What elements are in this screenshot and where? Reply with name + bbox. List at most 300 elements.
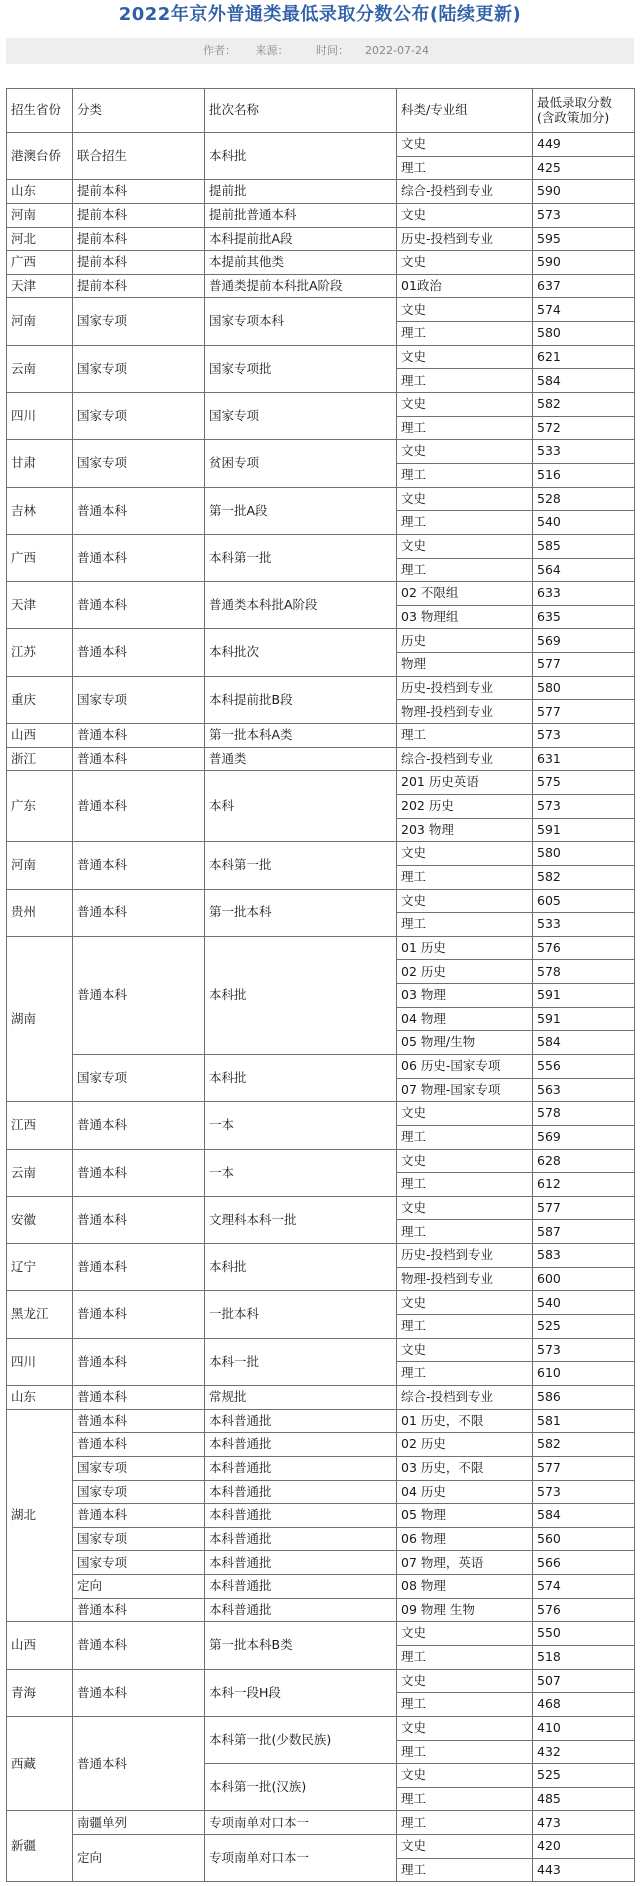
table-row — [7, 1622, 635, 1646]
subject-cell: 08 物理 — [397, 1575, 533, 1599]
score-cell: 410 — [533, 1716, 635, 1740]
batch-cell: 普通类 — [205, 747, 397, 771]
score-cell: 525 — [533, 1315, 635, 1339]
batch-cell: 一本 — [205, 1102, 397, 1149]
subject-cell: 04 物理 — [397, 1007, 533, 1031]
time-value: 2022-07-24 — [365, 44, 429, 57]
batch-cell: 常规批 — [205, 1385, 397, 1409]
category-cell: 提前本科 — [73, 274, 205, 298]
subject-cell: 文史 — [397, 251, 533, 275]
subject-cell: 文史 — [397, 534, 533, 558]
batch-cell: 专项南单对口本一 — [205, 1835, 397, 1882]
province-cell: 江苏 — [7, 629, 73, 676]
batch-cell: 提前批 — [205, 180, 397, 204]
table-row — [7, 842, 635, 866]
subject-cell: 05 物理 — [397, 1504, 533, 1528]
province-cell: 黑龙江 — [7, 1291, 73, 1338]
subject-cell: 理工 — [397, 156, 533, 180]
batch-cell: 本科批 — [205, 1054, 397, 1101]
score-cell: 518 — [533, 1646, 635, 1670]
subject-cell: 文史 — [397, 1338, 533, 1362]
subject-cell: 理工 — [397, 865, 533, 889]
table-row — [7, 1835, 635, 1859]
subject-cell: 文史 — [397, 889, 533, 913]
score-cell: 590 — [533, 251, 635, 275]
subject-cell: 理工 — [397, 1693, 533, 1717]
subject-cell: 综合-投档到专业 — [397, 1385, 533, 1409]
score-cell: 577 — [533, 653, 635, 677]
author-label: 作者： — [203, 44, 237, 57]
subject-cell: 201 历史英语 — [397, 771, 533, 795]
category-cell: 普通本科 — [73, 1669, 205, 1716]
category-cell: 普通本科 — [73, 889, 205, 936]
batch-cell: 本科普通批 — [205, 1575, 397, 1599]
table-row — [7, 629, 635, 653]
province-cell: 河南 — [7, 298, 73, 345]
subject-cell: 理工 — [397, 511, 533, 535]
score-cell: 540 — [533, 511, 635, 535]
batch-cell: 第一批本科B类 — [205, 1622, 397, 1669]
score-cell: 560 — [533, 1527, 635, 1551]
score-cell: 573 — [533, 724, 635, 748]
category-cell: 普通本科 — [73, 771, 205, 842]
score-cell: 580 — [533, 842, 635, 866]
subject-cell: 物理-投档到专业 — [397, 1267, 533, 1291]
category-cell: 定向 — [73, 1835, 205, 1882]
table-row — [7, 1433, 635, 1457]
score-cell: 635 — [533, 605, 635, 629]
score-cell: 572 — [533, 416, 635, 440]
score-cell: 577 — [533, 1456, 635, 1480]
score-cell: 628 — [533, 1149, 635, 1173]
subject-cell: 综合-投档到专业 — [397, 747, 533, 771]
subject-cell: 202 历史 — [397, 794, 533, 818]
batch-cell: 本科普通批 — [205, 1480, 397, 1504]
category-cell: 国家专项 — [73, 440, 205, 487]
province-cell: 青海 — [7, 1669, 73, 1716]
score-cell: 637 — [533, 274, 635, 298]
subject-cell: 05 物理/生物 — [397, 1031, 533, 1055]
category-cell: 国家专项 — [73, 1054, 205, 1101]
subject-cell: 物理 — [397, 653, 533, 677]
province-cell: 云南 — [7, 345, 73, 392]
table-row — [7, 440, 635, 464]
batch-cell: 本科批 — [205, 936, 397, 1054]
province-cell: 新疆 — [7, 1811, 73, 1882]
batch-cell: 普通类本科批A阶段 — [205, 582, 397, 629]
score-cell: 576 — [533, 936, 635, 960]
score-cell: 563 — [533, 1078, 635, 1102]
table-row — [7, 1504, 635, 1528]
subject-cell: 01 历史，不限 — [397, 1409, 533, 1433]
subject-cell: 文史 — [397, 393, 533, 417]
table-row — [7, 345, 635, 369]
score-cell: 605 — [533, 889, 635, 913]
table-row — [7, 1811, 635, 1835]
category-cell: 国家专项 — [73, 676, 205, 723]
category-cell: 普通本科 — [73, 747, 205, 771]
category-cell: 普通本科 — [73, 1385, 205, 1409]
subject-cell: 文史 — [397, 1669, 533, 1693]
table-row — [7, 582, 635, 606]
score-cell: 610 — [533, 1362, 635, 1386]
category-cell: 国家专项 — [73, 1456, 205, 1480]
header-subject: 科类/专业组 — [397, 89, 533, 133]
table-row — [7, 1575, 635, 1599]
subject-cell: 文史 — [397, 1835, 533, 1859]
category-cell: 普通本科 — [73, 582, 205, 629]
table-row — [7, 1054, 635, 1078]
subject-cell: 02 历史 — [397, 1433, 533, 1457]
category-cell: 国家专项 — [73, 1527, 205, 1551]
province-cell: 河北 — [7, 227, 73, 251]
subject-cell: 文史 — [397, 1102, 533, 1126]
score-cell: 425 — [533, 156, 635, 180]
batch-cell: 本科提前批A段 — [205, 227, 397, 251]
category-cell: 普通本科 — [73, 1291, 205, 1338]
batch-cell: 本科普通批 — [205, 1433, 397, 1457]
subject-cell: 文史 — [397, 440, 533, 464]
table-row — [7, 534, 635, 558]
score-cell: 580 — [533, 322, 635, 346]
subject-cell: 理工 — [397, 1362, 533, 1386]
table-row — [7, 1149, 635, 1173]
subject-cell: 理工 — [397, 913, 533, 937]
category-cell: 普通本科 — [73, 1598, 205, 1622]
score-cell: 540 — [533, 1291, 635, 1315]
header-category: 分类 — [73, 89, 205, 133]
category-cell: 国家专项 — [73, 345, 205, 392]
article-meta-bar — [6, 38, 634, 64]
score-cell: 582 — [533, 865, 635, 889]
table-row — [7, 180, 635, 204]
category-cell: 国家专项 — [73, 1480, 205, 1504]
table-row — [7, 1527, 635, 1551]
score-cell: 595 — [533, 227, 635, 251]
category-cell: 提前本科 — [73, 251, 205, 275]
score-cell: 556 — [533, 1054, 635, 1078]
province-cell: 广西 — [7, 251, 73, 275]
subject-cell: 理工 — [397, 1220, 533, 1244]
batch-cell: 第一批A段 — [205, 487, 397, 534]
score-cell: 590 — [533, 180, 635, 204]
table-row — [7, 274, 635, 298]
batch-cell: 国家专项批 — [205, 345, 397, 392]
subject-cell: 02 历史 — [397, 960, 533, 984]
province-cell: 天津 — [7, 582, 73, 629]
subject-cell: 理工 — [397, 1858, 533, 1882]
score-cell: 584 — [533, 369, 635, 393]
batch-cell: 本科一段H段 — [205, 1669, 397, 1716]
table-row — [7, 1480, 635, 1504]
score-cell: 574 — [533, 1575, 635, 1599]
score-cell: 525 — [533, 1764, 635, 1788]
table-row — [7, 724, 635, 748]
subject-cell: 文史 — [397, 345, 533, 369]
table-header-row — [7, 89, 635, 133]
subject-cell: 06 物理 — [397, 1527, 533, 1551]
score-cell: 577 — [533, 1196, 635, 1220]
category-cell: 普通本科 — [73, 1196, 205, 1243]
category-cell: 普通本科 — [73, 1409, 205, 1433]
table-row — [7, 133, 635, 157]
category-cell: 定向 — [73, 1575, 205, 1599]
category-cell: 南疆单列 — [73, 1811, 205, 1835]
category-cell: 提前本科 — [73, 227, 205, 251]
score-cell: 516 — [533, 463, 635, 487]
score-cell: 566 — [533, 1551, 635, 1575]
score-cell: 564 — [533, 558, 635, 582]
score-cell: 591 — [533, 1007, 635, 1031]
category-cell: 普通本科 — [73, 1622, 205, 1669]
category-cell: 普通本科 — [73, 1149, 205, 1196]
province-cell: 四川 — [7, 393, 73, 440]
batch-cell: 本科普通批 — [205, 1504, 397, 1528]
header-score-line1: 最低录取分数 — [537, 95, 613, 111]
category-cell: 普通本科 — [73, 842, 205, 889]
subject-cell: 历史-投档到专业 — [397, 227, 533, 251]
score-cell: 569 — [533, 629, 635, 653]
score-cell: 582 — [533, 1433, 635, 1457]
score-cell: 582 — [533, 393, 635, 417]
score-cell: 612 — [533, 1173, 635, 1197]
batch-cell: 专项南单对口本一 — [205, 1811, 397, 1835]
batch-cell: 本科普通批 — [205, 1551, 397, 1575]
subject-cell: 文史 — [397, 842, 533, 866]
province-cell: 辽宁 — [7, 1244, 73, 1291]
province-cell: 西藏 — [7, 1716, 73, 1811]
time-label-text: 时间： — [316, 44, 350, 57]
score-cell: 420 — [533, 1835, 635, 1859]
province-cell: 四川 — [7, 1338, 73, 1385]
table-row — [7, 1716, 635, 1740]
score-cell: 578 — [533, 960, 635, 984]
score-cell: 587 — [533, 1220, 635, 1244]
table-row — [7, 1669, 635, 1693]
category-cell: 普通本科 — [73, 1504, 205, 1528]
score-cell: 580 — [533, 676, 635, 700]
category-cell: 普通本科 — [73, 1338, 205, 1385]
score-cell: 574 — [533, 298, 635, 322]
province-cell: 广西 — [7, 534, 73, 581]
score-cell: 631 — [533, 747, 635, 771]
subject-cell: 理工 — [397, 1646, 533, 1670]
table-row — [7, 393, 635, 417]
category-cell: 普通本科 — [73, 534, 205, 581]
batch-cell: 本提前其他类 — [205, 251, 397, 275]
subject-cell: 理工 — [397, 1740, 533, 1764]
province-cell: 云南 — [7, 1149, 73, 1196]
time-label — [308, 44, 437, 57]
score-cell: 528 — [533, 487, 635, 511]
subject-cell: 理工 — [397, 1787, 533, 1811]
subject-cell: 历史-投档到专业 — [397, 676, 533, 700]
batch-cell: 本科普通批 — [205, 1598, 397, 1622]
province-cell: 天津 — [7, 274, 73, 298]
table-row — [7, 1385, 635, 1409]
subject-cell: 文史 — [397, 1196, 533, 1220]
table-row — [7, 1409, 635, 1433]
province-cell: 河南 — [7, 203, 73, 227]
subject-cell: 历史 — [397, 629, 533, 653]
category-cell: 国家专项 — [73, 1551, 205, 1575]
category-cell: 普通本科 — [73, 487, 205, 534]
subject-cell: 02 不限组 — [397, 582, 533, 606]
table-row — [7, 889, 635, 913]
table-row — [7, 1291, 635, 1315]
table-row — [7, 1102, 635, 1126]
province-cell: 湖北 — [7, 1409, 73, 1622]
batch-cell: 提前批普通本科 — [205, 203, 397, 227]
batch-cell: 本科 — [205, 771, 397, 842]
subject-cell: 01 历史 — [397, 936, 533, 960]
score-cell: 584 — [533, 1031, 635, 1055]
province-cell: 山西 — [7, 1622, 73, 1669]
score-cell: 581 — [533, 1409, 635, 1433]
batch-cell: 本科普通批 — [205, 1527, 397, 1551]
province-cell: 甘肃 — [7, 440, 73, 487]
category-cell: 普通本科 — [73, 1244, 205, 1291]
category-cell: 普通本科 — [73, 936, 205, 1054]
batch-cell: 第一批本科A类 — [205, 724, 397, 748]
subject-cell: 文史 — [397, 1149, 533, 1173]
header-province: 招生省份 — [7, 89, 73, 133]
subject-cell: 文史 — [397, 487, 533, 511]
score-cell: 573 — [533, 794, 635, 818]
table-row — [7, 747, 635, 771]
score-cell: 473 — [533, 1811, 635, 1835]
subject-cell: 03 物理组 — [397, 605, 533, 629]
score-cell: 443 — [533, 1858, 635, 1882]
score-cell: 550 — [533, 1622, 635, 1646]
score-cell: 585 — [533, 534, 635, 558]
header-score — [533, 89, 635, 133]
subject-cell: 文史 — [397, 1716, 533, 1740]
score-cell: 577 — [533, 700, 635, 724]
table-row — [7, 1456, 635, 1480]
batch-cell: 本科第一批 — [205, 842, 397, 889]
province-cell: 浙江 — [7, 747, 73, 771]
table-row — [7, 1244, 635, 1268]
category-cell: 国家专项 — [73, 298, 205, 345]
score-cell: 578 — [533, 1102, 635, 1126]
subject-cell: 03 物理 — [397, 984, 533, 1008]
score-cell: 586 — [533, 1385, 635, 1409]
batch-cell: 一本 — [205, 1149, 397, 1196]
score-cell: 507 — [533, 1669, 635, 1693]
score-cell: 576 — [533, 1598, 635, 1622]
subject-cell: 理工 — [397, 1125, 533, 1149]
score-cell: 583 — [533, 1244, 635, 1268]
score-cell: 584 — [533, 1504, 635, 1528]
batch-cell: 贫困专项 — [205, 440, 397, 487]
score-cell: 573 — [533, 1480, 635, 1504]
province-cell: 山西 — [7, 724, 73, 748]
category-cell: 普通本科 — [73, 724, 205, 748]
score-cell: 432 — [533, 1740, 635, 1764]
batch-cell: 本科第一批 — [205, 534, 397, 581]
category-cell: 国家专项 — [73, 393, 205, 440]
subject-cell: 理工 — [397, 558, 533, 582]
subject-cell: 理工 — [397, 1811, 533, 1835]
subject-cell: 03 历史，不限 — [397, 1456, 533, 1480]
province-cell: 吉林 — [7, 487, 73, 534]
batch-cell: 本科批 — [205, 1244, 397, 1291]
subject-cell: 理工 — [397, 463, 533, 487]
subject-cell: 文史 — [397, 1291, 533, 1315]
table-row — [7, 227, 635, 251]
subject-cell: 理工 — [397, 369, 533, 393]
subject-cell: 文史 — [397, 203, 533, 227]
score-cell: 449 — [533, 133, 635, 157]
batch-cell: 第一批本科 — [205, 889, 397, 936]
table-row — [7, 203, 635, 227]
category-cell: 普通本科 — [73, 629, 205, 676]
category-cell: 联合招生 — [73, 133, 205, 180]
province-cell: 山东 — [7, 180, 73, 204]
subject-cell: 文史 — [397, 133, 533, 157]
score-cell: 591 — [533, 818, 635, 842]
subject-cell: 理工 — [397, 322, 533, 346]
subject-cell: 文史 — [397, 1622, 533, 1646]
batch-cell: 本科提前批B段 — [205, 676, 397, 723]
province-cell: 山东 — [7, 1385, 73, 1409]
province-cell: 重庆 — [7, 676, 73, 723]
table-row — [7, 676, 635, 700]
subject-cell: 文史 — [397, 1764, 533, 1788]
header-score-line2: (含政策加分) — [537, 109, 610, 125]
batch-cell: 本科普通批 — [205, 1409, 397, 1433]
subject-cell: 文史 — [397, 298, 533, 322]
batch-cell: 本科一批 — [205, 1338, 397, 1385]
category-cell: 提前本科 — [73, 203, 205, 227]
article-title: 2022年京外普通类最低录取分数公布(陆续更新) — [118, 4, 522, 25]
subject-cell: 理工 — [397, 1315, 533, 1339]
category-cell: 普通本科 — [73, 1433, 205, 1457]
table-row — [7, 298, 635, 322]
header-batch: 批次名称 — [205, 89, 397, 133]
province-cell: 贵州 — [7, 889, 73, 936]
score-cell: 569 — [533, 1125, 635, 1149]
score-cell: 633 — [533, 582, 635, 606]
province-cell: 港澳台侨 — [7, 133, 73, 180]
subject-cell: 07 物理，英语 — [397, 1551, 533, 1575]
batch-cell: 文理科本科一批 — [205, 1196, 397, 1243]
score-cell: 468 — [533, 1693, 635, 1717]
batch-cell: 一批本科 — [205, 1291, 397, 1338]
score-cell: 533 — [533, 440, 635, 464]
score-cell: 575 — [533, 771, 635, 795]
table-row — [7, 487, 635, 511]
subject-cell: 理工 — [397, 1173, 533, 1197]
table-row — [7, 1338, 635, 1362]
score-cell: 533 — [533, 913, 635, 937]
category-cell: 提前本科 — [73, 180, 205, 204]
table-row — [7, 1598, 635, 1622]
admission-score-table — [6, 88, 635, 1882]
table-row — [7, 1551, 635, 1575]
subject-cell: 01政治 — [397, 274, 533, 298]
subject-cell: 09 物理 生物 — [397, 1598, 533, 1622]
batch-cell: 本科批次 — [205, 629, 397, 676]
province-cell: 江西 — [7, 1102, 73, 1149]
table-row — [7, 771, 635, 795]
subject-cell: 04 历史 — [397, 1480, 533, 1504]
score-table-body — [7, 89, 635, 1882]
batch-cell: 国家专项本科 — [205, 298, 397, 345]
province-cell: 安徽 — [7, 1196, 73, 1243]
score-cell: 485 — [533, 1787, 635, 1811]
